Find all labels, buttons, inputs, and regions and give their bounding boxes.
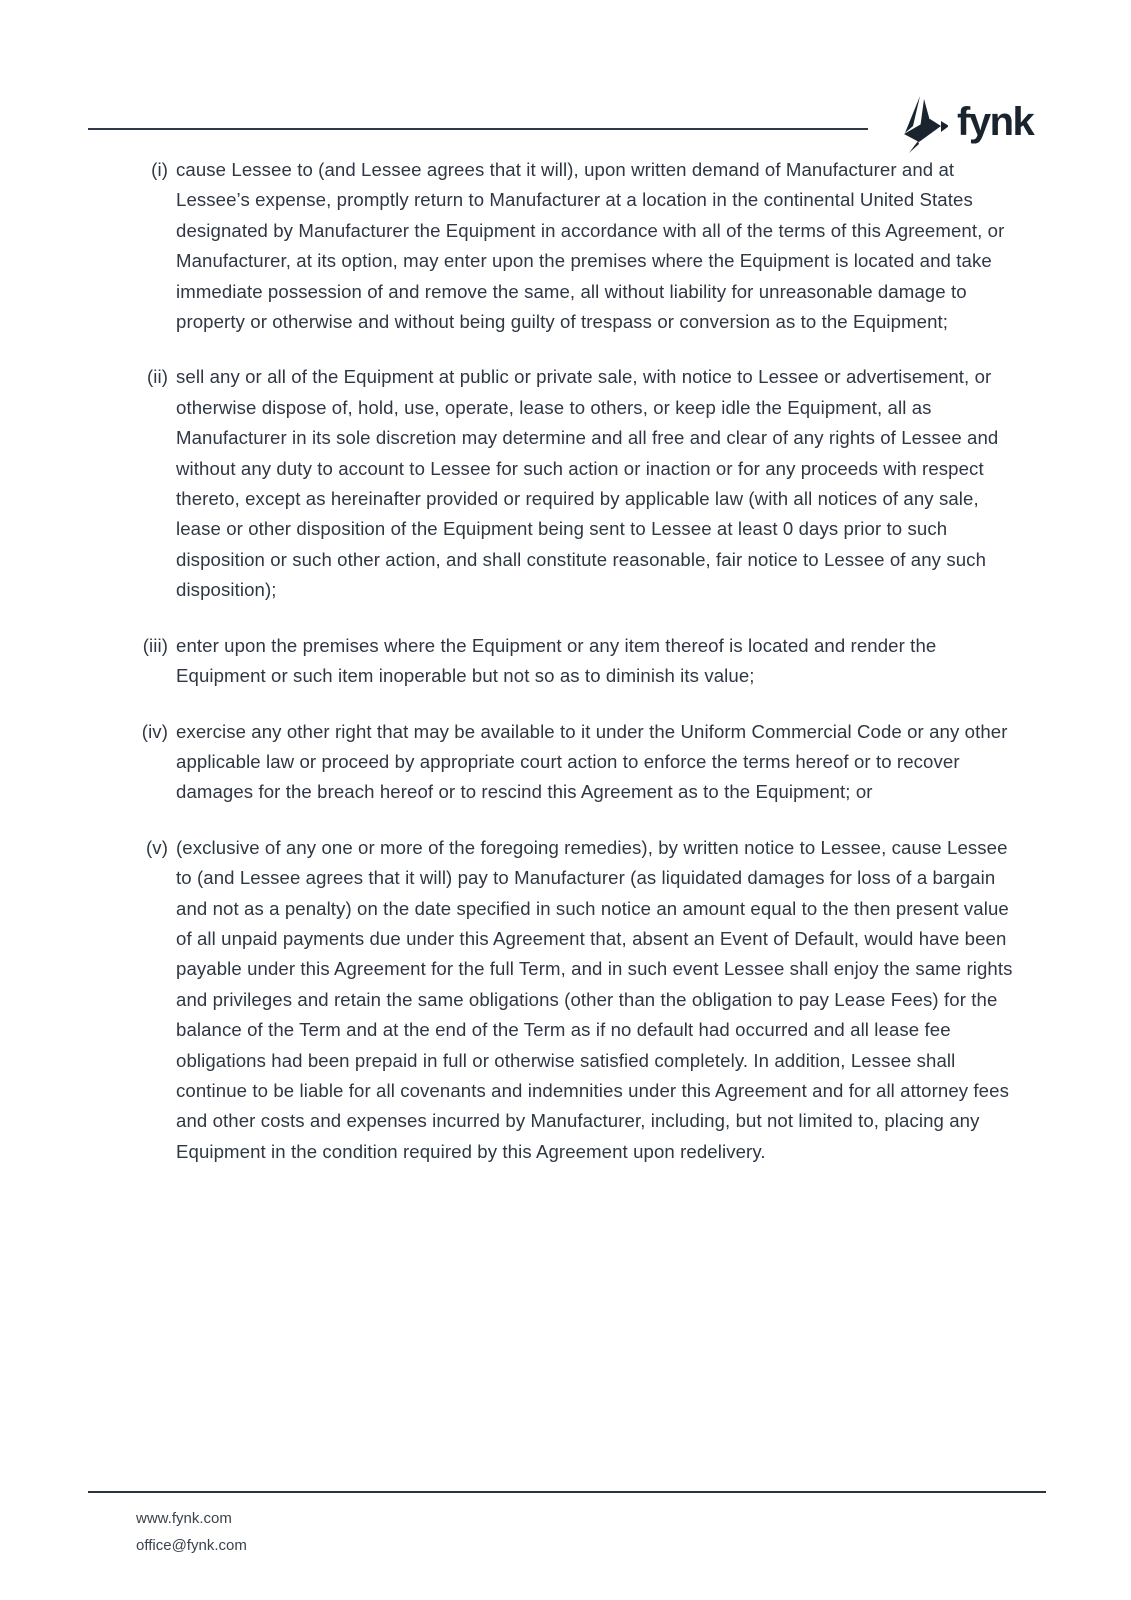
clause-text: (exclusive of any one or more of the foregoing remedies), by written notice to Lessee, cause Lessee to (and Lessee agrees that it will) pay to Manufacturer (as liquidated damages for loss of a bargain and not as a penalty) on the date specified in such notice an amount equal to the then present value of all unpaid payments due under this Agreement that, absent an Event of Default, would have been payable under this Agreement for the full Term, and in such event Lessee shall enjoy the same rights and privileges and retain the same obligations (other than the obligation to pay Lease Fees) for the balance of the Term and at the end of the Term as if no default had occurred and all lease fee obligations had been prepaid in full or otherwise satisfied completely. In addition, Lessee shall continue to be liable for all covenants and indemnities under this Agreement and for all attorney fees and other costs and expenses incurred by Manufacturer, including, but not limited to, placing any Equipment in the condition required by this Agreement upon redelivery. [176, 836, 1013, 1162]
fynk-logo-text: fynk [957, 100, 1034, 144]
clause-text: cause Lessee to (and Lessee agrees that it will), upon written demand of Manufacturer and at Lessee’s expense, promptly return to Manufacturer at a location in the continental United States designated by Manufacturer the Equipment in accordance with all of the terms of this Agreement, or Manufacturer, at its option, may enter upon the premises where the Equipment is located and take immediate possession of and remove the same, all without liability for unreasonable damage to property or otherwise and without being guilty of trespass or conversion as to the Equipment; [176, 159, 1005, 333]
clause-list [141, 155, 1024, 1192]
clause-text: enter upon the premises where the Equipment or any item thereof is located and render the Equipment or such item inoperable but not so as to diminish its value; [176, 634, 937, 687]
clause-marker: (iv) [141, 720, 168, 742]
clause-marker: (v) [146, 836, 168, 858]
fynk-logo [898, 96, 1033, 154]
footer-email: office@fynk.com [136, 1537, 247, 1554]
header-divider [88, 128, 868, 130]
clause-marker: (i) [151, 159, 168, 180]
clause-v [146, 833, 1024, 1167]
footer-website: www.fynk.com [136, 1510, 232, 1527]
clause-ii [146, 362, 1024, 605]
origami-bird-icon [898, 96, 948, 154]
clause-iv [141, 717, 1024, 808]
clause-marker: (ii) [146, 366, 168, 388]
clause-text: sell any or all of the Equipment at public or private sale, with notice to Lessee or advertisement, or otherwise dispose of, hold, use, operate, lease to others, or keep idle the Equipment, all as Manufacturer in its sole discretion may determine and all free and clear of any rights of Lessee and without any duty to account to Lessee for such action or inaction or for any proceeds with respect thereto, except as hereinafter provided or required by applicable law (with all notices of any sale, lease or other disposition of the Equipment being sent to Lessee at least 0 days prior to such disposition or such other action, and shall constitute reasonable, fair notice to Lessee of any such disposition); [176, 366, 999, 601]
clause-iii [142, 631, 1024, 692]
footer-divider [88, 1491, 1046, 1493]
clause-i [151, 155, 1024, 337]
clause-marker: (iii) [142, 634, 168, 656]
clause-text: exercise any other right that may be available to it under the Uniform Commercial Code or any other applicable law or proceed by appropriate court action to enforce the terms hereof or to recover damages for the breach hereof or to rescind this Agreement as to the Equipment; or [176, 720, 1008, 803]
